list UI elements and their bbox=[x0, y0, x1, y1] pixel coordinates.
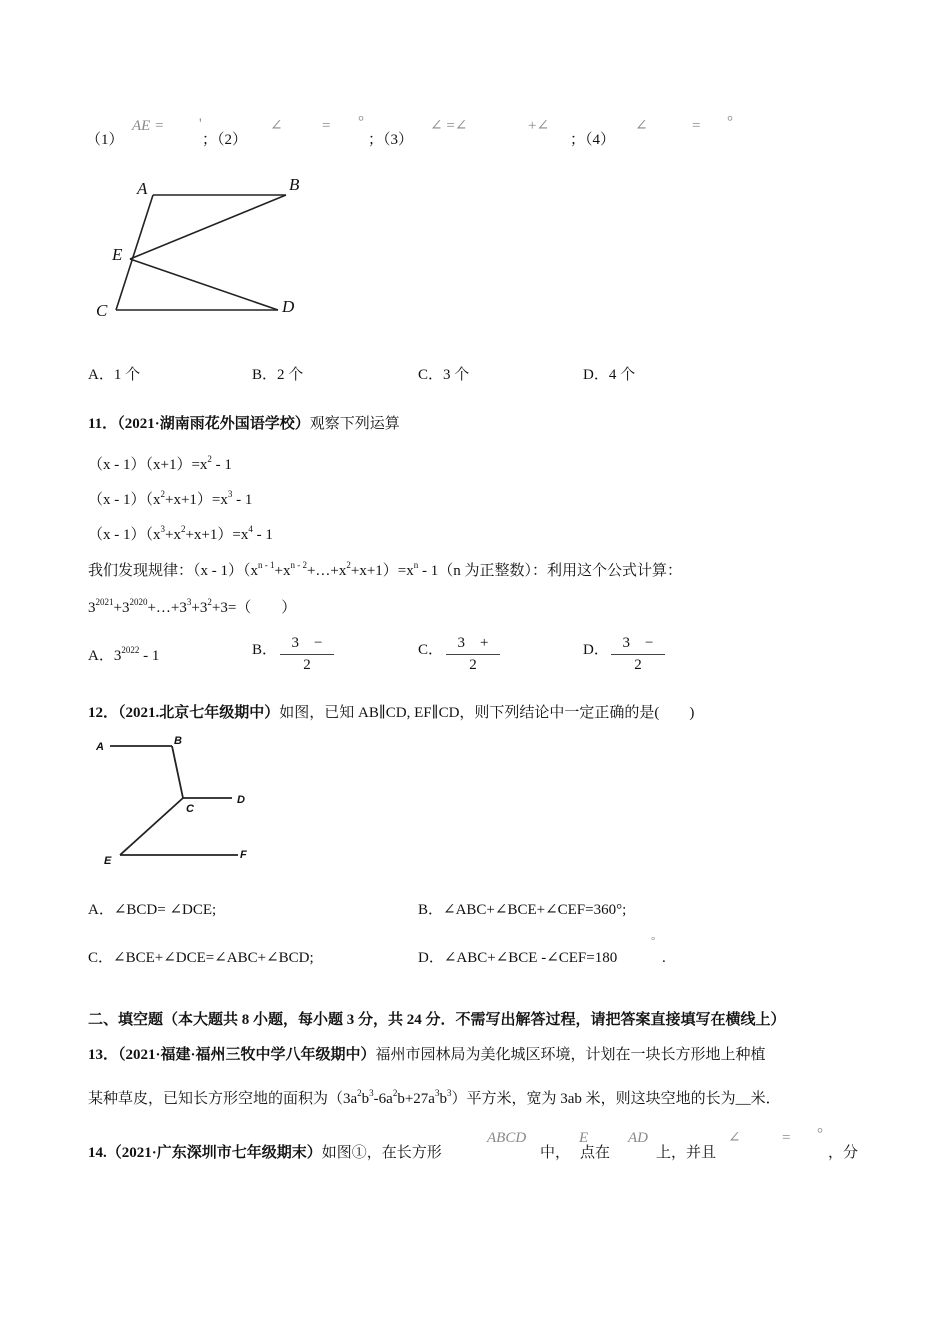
text-segment: +3 bbox=[191, 600, 208, 616]
question-source: （2021·广东深圳市七年级期末） bbox=[106, 1145, 322, 1161]
q12-option-c[interactable]: C．∠BCE+∠DCE=∠ABC+∠BCD; bbox=[88, 950, 314, 966]
q10-option-a[interactable]: A．1 个 bbox=[88, 367, 141, 383]
text-segment: 我们发现规律：（x - 1）（x bbox=[88, 563, 258, 579]
statement-3-label: ；（3） bbox=[368, 132, 414, 148]
question-source: （2021·湖南雨花外国语学校） bbox=[117, 416, 310, 432]
text-segment: +3=（ ） bbox=[211, 600, 297, 616]
superscript: 2 bbox=[346, 560, 351, 570]
statement-4-deg: ° bbox=[727, 114, 733, 130]
superscript: 3 bbox=[369, 1088, 374, 1098]
text-segment: - 1 bbox=[139, 648, 160, 664]
q10-option-b[interactable]: B．2 个 bbox=[252, 367, 304, 383]
q10-option-d[interactable]: D．4 个 bbox=[583, 367, 636, 383]
text-segment: +x+1）=x bbox=[185, 527, 249, 543]
superscript: 2 bbox=[392, 1088, 398, 1098]
text-segment: A．3 bbox=[88, 648, 122, 664]
statement-3-math-rest: +∠ bbox=[528, 118, 550, 134]
text-segment: +…+x bbox=[306, 563, 347, 579]
text-segment: （x - 1）（x bbox=[88, 492, 161, 508]
text-segment: +3 bbox=[113, 600, 130, 616]
option-label: D． bbox=[583, 642, 609, 658]
math-abcd: ABCD bbox=[487, 1130, 527, 1146]
question-source: （2021.北京七年级期中） bbox=[118, 705, 280, 721]
point-label-c: C bbox=[186, 803, 194, 815]
point-label-d: D bbox=[237, 794, 245, 806]
superscript: 2020 bbox=[129, 597, 148, 607]
math-e: E bbox=[579, 1130, 589, 1146]
text-segment: ）平方米，宽为 3ab 米，则这块空地的长为__米． bbox=[451, 1091, 781, 1107]
text-segment: +…+3 bbox=[147, 600, 187, 616]
numerator: 3 − bbox=[280, 631, 334, 655]
denominator: 2 bbox=[303, 657, 311, 673]
section-2-title: 二、填空题（本大题共 8 小题，每小题 3 分，共 24 分．不需写出解答过程，请把答案直接填写在横线上） bbox=[88, 1012, 786, 1028]
stem-text: ，分 bbox=[828, 1145, 859, 1161]
figure-lines bbox=[0, 0, 300, 880]
numerator: 3 − bbox=[611, 631, 665, 655]
option-label: C． bbox=[418, 642, 444, 658]
period: . bbox=[662, 950, 666, 966]
numerator: 3 + bbox=[446, 631, 500, 655]
statement-2-math: ∠ bbox=[270, 118, 283, 134]
degree-sign: ° bbox=[651, 935, 656, 947]
question-number: 11． bbox=[88, 416, 118, 432]
point-label-a: A bbox=[96, 741, 104, 753]
text-segment: +x+1）=x bbox=[165, 492, 228, 508]
point-label-a: A bbox=[137, 179, 148, 198]
statement-4-eq: = bbox=[692, 118, 701, 134]
q12-option-b[interactable]: B．∠ABC+∠BCE+∠CEF=360°; bbox=[418, 902, 627, 918]
text-segment: （x - 1）（x bbox=[88, 527, 161, 543]
point-label-b: B bbox=[174, 735, 182, 747]
point-label-f: F bbox=[240, 849, 247, 861]
q13-line-1 bbox=[88, 1046, 766, 1064]
point-label-e: E bbox=[112, 245, 123, 264]
question-number: 13． bbox=[88, 1047, 119, 1063]
q12-option-a[interactable]: A．∠BCD= ∠DCE; bbox=[88, 902, 217, 918]
option-text: D．∠ABC+∠BCE -∠CEF=180 bbox=[418, 950, 618, 966]
question-stem: 如图，已知 AB∥CD, EF∥CD，则下列结论中一定正确的是( ) bbox=[279, 705, 695, 721]
text-segment: （x - 1）（x+1）=x bbox=[88, 457, 208, 473]
statement-4-label: ；（4） bbox=[570, 132, 616, 148]
question-stem: 观察下列运算 bbox=[309, 416, 400, 432]
text-segment: +x bbox=[274, 563, 291, 579]
statement-1-label: （1） bbox=[86, 132, 124, 148]
superscript: 3 bbox=[186, 597, 192, 607]
statement-1-math-rest: ' bbox=[199, 116, 202, 132]
text-segment: 3 bbox=[88, 600, 96, 616]
question-source: （2021·福建·福州三牧中学八年级期中） bbox=[118, 1047, 376, 1063]
superscript: 2 bbox=[180, 524, 186, 534]
point-label-e: E bbox=[104, 855, 112, 867]
statement-2-deg: ° bbox=[358, 114, 364, 130]
superscript: 4 bbox=[248, 524, 253, 534]
q13-line-2 bbox=[88, 1084, 781, 1108]
superscript: 2 bbox=[207, 597, 212, 607]
statement-2-label: ；（2） bbox=[202, 132, 248, 148]
text-segment: - 1（n 为正整数）：利用这个公式计算： bbox=[418, 563, 683, 579]
text-segment: +x bbox=[165, 527, 181, 543]
text-segment: - 1 bbox=[211, 457, 232, 473]
question-stem: 福州市园林局为美化城区环境，计划在一块长方形地上种植 bbox=[375, 1047, 766, 1063]
text-segment: b bbox=[361, 1091, 370, 1107]
denominator: 2 bbox=[469, 657, 477, 673]
question-number: 12． bbox=[88, 705, 119, 721]
superscript: 2 bbox=[160, 489, 165, 499]
q12-figure bbox=[0, 0, 300, 880]
stem-text: 如图①，在长方形 bbox=[321, 1145, 442, 1161]
stem-text: 点在 bbox=[580, 1145, 611, 1161]
math-ad: AD bbox=[628, 1130, 648, 1146]
math-deg: ° bbox=[817, 1126, 823, 1142]
option-label: B． bbox=[252, 642, 278, 658]
statement-4-math: ∠ bbox=[635, 118, 648, 134]
text-segment: -6a bbox=[373, 1091, 393, 1107]
superscript: 2022 bbox=[121, 645, 140, 655]
superscript: n - 2 bbox=[290, 560, 307, 570]
superscript: n bbox=[413, 560, 419, 570]
statement-1-math: AE = bbox=[132, 118, 165, 134]
stem-text: 上，并且 bbox=[656, 1145, 717, 1161]
statement-2-eq: = bbox=[322, 118, 331, 134]
superscript: 2 bbox=[207, 454, 212, 464]
point-label-b: B bbox=[289, 175, 300, 194]
fraction bbox=[611, 631, 665, 674]
superscript: 3 bbox=[434, 1088, 440, 1098]
superscript: 3 bbox=[160, 524, 165, 534]
text-segment: - 1 bbox=[232, 492, 253, 508]
text-segment: +x+1）=x bbox=[350, 563, 414, 579]
fraction bbox=[446, 631, 500, 674]
text-segment: b bbox=[439, 1091, 447, 1107]
q10-option-c[interactable]: C．3 个 bbox=[418, 367, 470, 383]
text-segment: - 1 bbox=[252, 527, 273, 543]
question-number: 14. bbox=[88, 1145, 107, 1161]
superscript: 2 bbox=[357, 1088, 362, 1098]
superscript: n - 1 bbox=[258, 560, 275, 570]
math-eq: = bbox=[782, 1130, 791, 1146]
stem-text: 中， bbox=[540, 1145, 571, 1161]
math-angle: ∠ bbox=[728, 1130, 741, 1146]
superscript: 3 bbox=[446, 1088, 452, 1098]
point-label-d: D bbox=[282, 297, 295, 316]
superscript: 2021 bbox=[95, 597, 114, 607]
text-segment: 某种草皮，已知长方形空地的面积为（3a bbox=[88, 1091, 358, 1107]
denominator: 2 bbox=[634, 657, 642, 673]
superscript: 3 bbox=[227, 489, 233, 499]
text-segment: b+27a bbox=[397, 1091, 435, 1107]
statement-3-math: ∠ =∠ bbox=[430, 118, 468, 134]
point-label-c: C bbox=[96, 301, 108, 320]
